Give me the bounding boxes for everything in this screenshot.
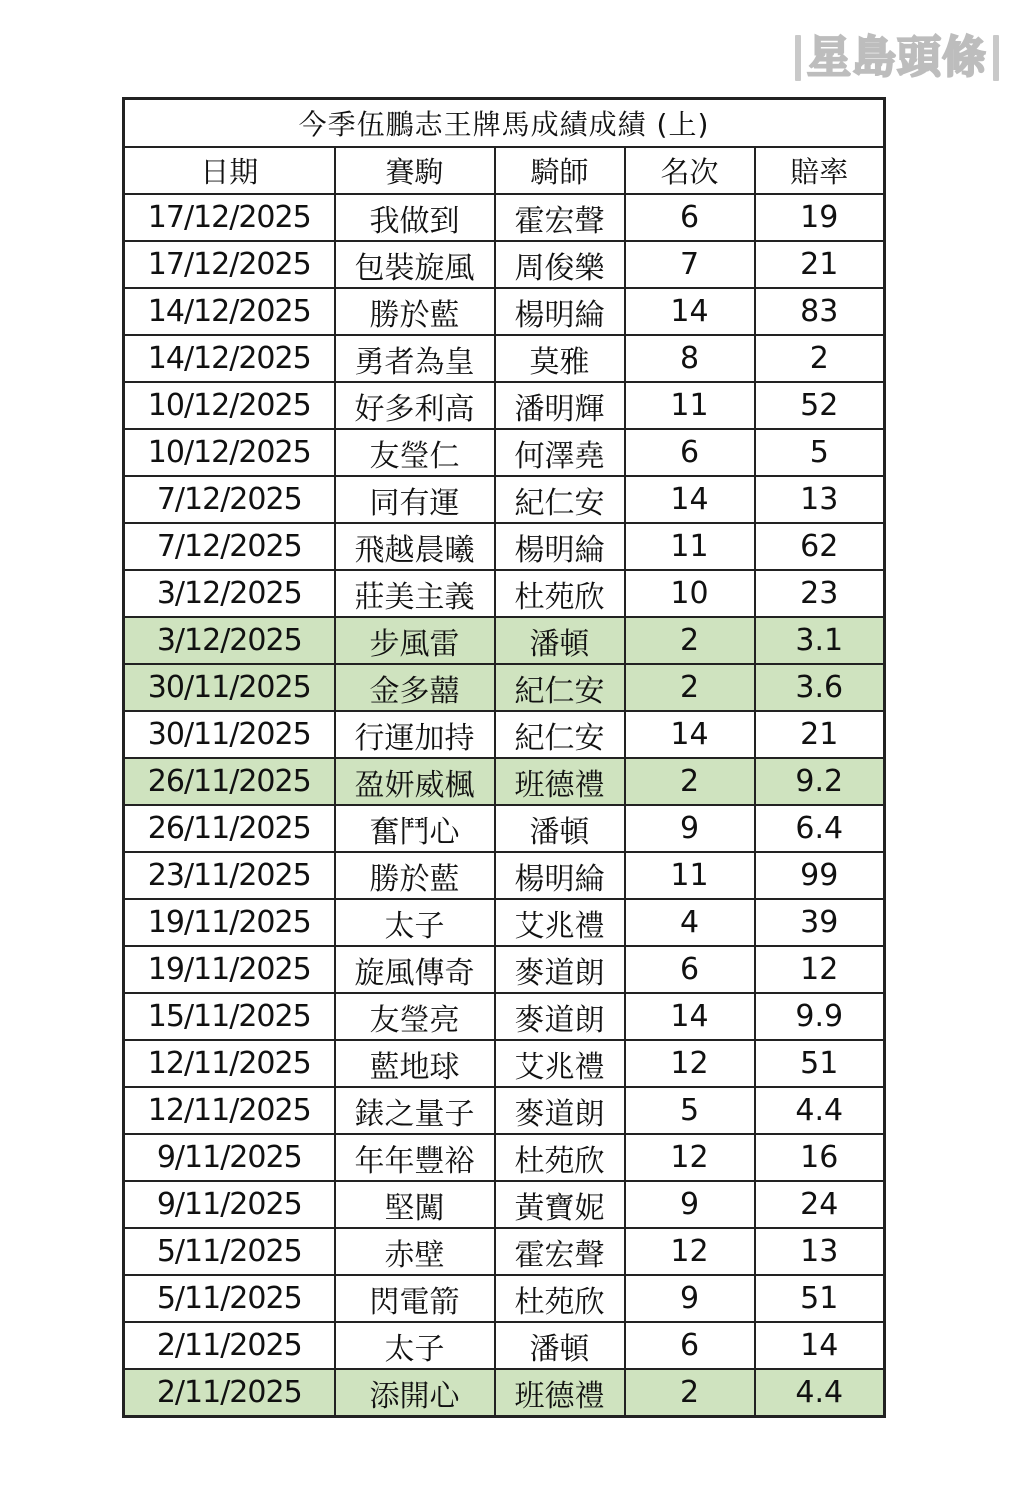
horse-cell: 勝於藍 (335, 288, 495, 335)
jockey-cell: 杜苑欣 (495, 570, 625, 617)
odds-cell: 62 (755, 523, 885, 570)
header-odds: 賠率 (755, 147, 885, 194)
horse-cell: 閃電箭 (335, 1275, 495, 1322)
jockey-cell: 楊明綸 (495, 852, 625, 899)
odds-cell: 23 (755, 570, 885, 617)
place-cell: 11 (625, 382, 755, 429)
table-row (124, 1322, 885, 1369)
horse-cell: 赤壁 (335, 1228, 495, 1275)
brand-logo (788, 32, 1006, 84)
table-row (124, 241, 885, 288)
place-cell: 14 (625, 711, 755, 758)
odds-cell: 4.4 (755, 1087, 885, 1134)
horse-cell: 旋風傳奇 (335, 946, 495, 993)
horse-cell: 盈妍威楓 (335, 758, 495, 805)
jockey-cell: 霍宏聲 (495, 1228, 625, 1275)
horse-cell: 堅闖 (335, 1181, 495, 1228)
date-cell: 5/11/2025 (124, 1228, 335, 1275)
horse-cell: 步風雷 (335, 617, 495, 664)
date-cell: 7/12/2025 (124, 476, 335, 523)
table-row (124, 1228, 885, 1275)
place-cell: 14 (625, 476, 755, 523)
place-cell: 9 (625, 1275, 755, 1322)
jockey-cell: 潘頓 (495, 1322, 625, 1369)
horse-cell: 同有運 (335, 476, 495, 523)
table-row (124, 664, 885, 711)
date-cell: 12/11/2025 (124, 1040, 335, 1087)
odds-cell: 14 (755, 1322, 885, 1369)
results-table (122, 97, 886, 1418)
table-row (124, 711, 885, 758)
horse-cell: 奮鬥心 (335, 805, 495, 852)
logo-text: 星島頭條 (807, 32, 987, 83)
place-cell: 9 (625, 1181, 755, 1228)
table-row (124, 617, 885, 664)
table-row (124, 476, 885, 523)
horse-cell: 太子 (335, 899, 495, 946)
jockey-cell: 周俊樂 (495, 241, 625, 288)
odds-cell: 12 (755, 946, 885, 993)
date-cell: 30/11/2025 (124, 711, 335, 758)
horse-cell: 包裝旋風 (335, 241, 495, 288)
logo-bar-right (993, 35, 999, 81)
date-cell: 17/12/2025 (124, 241, 335, 288)
table-row (124, 1275, 885, 1322)
jockey-cell: 杜苑欣 (495, 1134, 625, 1181)
odds-cell: 19 (755, 194, 885, 241)
place-cell: 14 (625, 288, 755, 335)
place-cell: 6 (625, 429, 755, 476)
horse-cell: 勝於藍 (335, 852, 495, 899)
odds-cell: 51 (755, 1040, 885, 1087)
jockey-cell: 麥道朗 (495, 1087, 625, 1134)
table-row (124, 429, 885, 476)
place-cell: 2 (625, 617, 755, 664)
jockey-cell: 艾兆禮 (495, 1040, 625, 1087)
date-cell: 19/11/2025 (124, 946, 335, 993)
odds-cell: 6.4 (755, 805, 885, 852)
odds-cell: 99 (755, 852, 885, 899)
date-cell: 3/12/2025 (124, 617, 335, 664)
horse-cell: 行運加持 (335, 711, 495, 758)
table-row (124, 335, 885, 382)
jockey-cell: 霍宏聲 (495, 194, 625, 241)
place-cell: 11 (625, 852, 755, 899)
table-row (124, 194, 885, 241)
odds-cell: 3.6 (755, 664, 885, 711)
table-row (124, 523, 885, 570)
date-cell: 14/12/2025 (124, 288, 335, 335)
table-row (124, 1181, 885, 1228)
jockey-cell: 莫雅 (495, 335, 625, 382)
odds-cell: 13 (755, 1228, 885, 1275)
horse-cell: 友瑩亮 (335, 993, 495, 1040)
jockey-cell: 何澤堯 (495, 429, 625, 476)
odds-cell: 24 (755, 1181, 885, 1228)
jockey-cell: 潘頓 (495, 805, 625, 852)
date-cell: 23/11/2025 (124, 852, 335, 899)
place-cell: 6 (625, 946, 755, 993)
table-row (124, 570, 885, 617)
odds-cell: 21 (755, 241, 885, 288)
odds-cell: 4.4 (755, 1369, 885, 1417)
date-cell: 9/11/2025 (124, 1181, 335, 1228)
table-row (124, 1134, 885, 1181)
date-cell: 17/12/2025 (124, 194, 335, 241)
jockey-cell: 楊明綸 (495, 288, 625, 335)
place-cell: 7 (625, 241, 755, 288)
header-place: 名次 (625, 147, 755, 194)
horse-cell: 勇者為皇 (335, 335, 495, 382)
header-jockey: 騎師 (495, 147, 625, 194)
horse-cell: 添開心 (335, 1369, 495, 1417)
place-cell: 6 (625, 1322, 755, 1369)
jockey-cell: 杜苑欣 (495, 1275, 625, 1322)
place-cell: 12 (625, 1228, 755, 1275)
horse-cell: 錶之量子 (335, 1087, 495, 1134)
jockey-cell: 艾兆禮 (495, 899, 625, 946)
table-row (124, 852, 885, 899)
date-cell: 19/11/2025 (124, 899, 335, 946)
place-cell: 11 (625, 523, 755, 570)
jockey-cell: 潘明輝 (495, 382, 625, 429)
table-row (124, 1040, 885, 1087)
odds-cell: 9.2 (755, 758, 885, 805)
place-cell: 9 (625, 805, 755, 852)
table-title: 今季伍鵬志王牌馬成績成績 (上) (124, 99, 885, 148)
place-cell: 6 (625, 194, 755, 241)
date-cell: 10/12/2025 (124, 429, 335, 476)
header-horse: 賽駒 (335, 147, 495, 194)
date-cell: 10/12/2025 (124, 382, 335, 429)
date-cell: 5/11/2025 (124, 1275, 335, 1322)
place-cell: 10 (625, 570, 755, 617)
table-row (124, 946, 885, 993)
table-row (124, 1369, 885, 1417)
jockey-cell: 黃寶妮 (495, 1181, 625, 1228)
table-row (124, 1087, 885, 1134)
place-cell: 4 (625, 899, 755, 946)
date-cell: 2/11/2025 (124, 1369, 335, 1417)
place-cell: 2 (625, 758, 755, 805)
place-cell: 2 (625, 664, 755, 711)
date-cell: 12/11/2025 (124, 1087, 335, 1134)
date-cell: 14/12/2025 (124, 335, 335, 382)
table-body (124, 194, 885, 1417)
table-row (124, 758, 885, 805)
odds-cell: 21 (755, 711, 885, 758)
horse-cell: 我做到 (335, 194, 495, 241)
horse-cell: 金多囍 (335, 664, 495, 711)
horse-cell: 年年豐裕 (335, 1134, 495, 1181)
date-cell: 3/12/2025 (124, 570, 335, 617)
horse-cell: 友瑩仁 (335, 429, 495, 476)
date-cell: 15/11/2025 (124, 993, 335, 1040)
odds-cell: 2 (755, 335, 885, 382)
jockey-cell: 紀仁安 (495, 664, 625, 711)
date-cell: 2/11/2025 (124, 1322, 335, 1369)
date-cell: 7/12/2025 (124, 523, 335, 570)
jockey-cell: 紀仁安 (495, 476, 625, 523)
odds-cell: 51 (755, 1275, 885, 1322)
odds-cell: 16 (755, 1134, 885, 1181)
header-date: 日期 (124, 147, 335, 194)
odds-cell: 3.1 (755, 617, 885, 664)
jockey-cell: 班德禮 (495, 758, 625, 805)
jockey-cell: 紀仁安 (495, 711, 625, 758)
date-cell: 9/11/2025 (124, 1134, 335, 1181)
jockey-cell: 班德禮 (495, 1369, 625, 1417)
horse-cell: 好多利高 (335, 382, 495, 429)
odds-cell: 83 (755, 288, 885, 335)
place-cell: 8 (625, 335, 755, 382)
jockey-cell: 楊明綸 (495, 523, 625, 570)
table-row (124, 899, 885, 946)
place-cell: 12 (625, 1040, 755, 1087)
date-cell: 30/11/2025 (124, 664, 335, 711)
date-cell: 26/11/2025 (124, 758, 335, 805)
odds-cell: 52 (755, 382, 885, 429)
date-cell: 26/11/2025 (124, 805, 335, 852)
horse-cell: 藍地球 (335, 1040, 495, 1087)
horse-cell: 太子 (335, 1322, 495, 1369)
table-row (124, 382, 885, 429)
table-row (124, 805, 885, 852)
odds-cell: 13 (755, 476, 885, 523)
table-row (124, 993, 885, 1040)
jockey-cell: 麥道朗 (495, 993, 625, 1040)
place-cell: 2 (625, 1369, 755, 1417)
header-row (124, 147, 885, 194)
title-row (124, 99, 885, 148)
jockey-cell: 潘頓 (495, 617, 625, 664)
horse-cell: 飛越晨曦 (335, 523, 495, 570)
odds-cell: 39 (755, 899, 885, 946)
horse-cell: 莊美主義 (335, 570, 495, 617)
odds-cell: 5 (755, 429, 885, 476)
table-row (124, 288, 885, 335)
place-cell: 14 (625, 993, 755, 1040)
odds-cell: 9.9 (755, 993, 885, 1040)
place-cell: 5 (625, 1087, 755, 1134)
jockey-cell: 麥道朗 (495, 946, 625, 993)
place-cell: 12 (625, 1134, 755, 1181)
